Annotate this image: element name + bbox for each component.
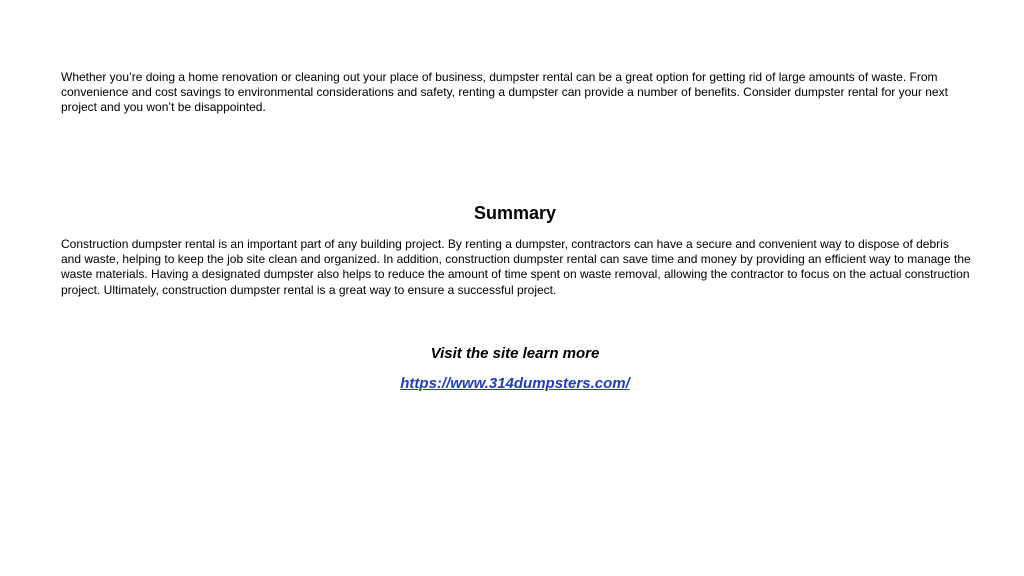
website-link-container — [0, 375, 1024, 392]
summary-heading: Summary — [473, 203, 557, 223]
summary-paragraph: Construction dumpster rental is an important part of any building project. By renting a dumpster, contractors can have a secure and convenient way to dispose of debris and waste, helping to keep the job site clean and organized. In addition, construction dumpster rental can save time and money by providing an efficient way to manage the waste materials. Having a designated dumpster also helps to reduce the amount of time spent on waste removal, allowing the contractor to focus on the actual construction project. Ultimately, construction dumpster rental is a great way to ensure a successful project. — [61, 237, 971, 297]
website-link[interactable]: https://www.314dumpsters.com/ — [400, 375, 630, 392]
intro-paragraph: Whether you’re doing a home renovation or cleaning out your place of business, dumpster rental can be a great option for getting rid of large amounts of waste. From convenience and cost savings to environmental considerations and safety, renting a dumpster can provide a number of benefits. Consider dumpster rental for your next project and you won’t be disappointed. — [61, 70, 948, 115]
visit-site-text: Visit the site learn more — [430, 345, 600, 362]
